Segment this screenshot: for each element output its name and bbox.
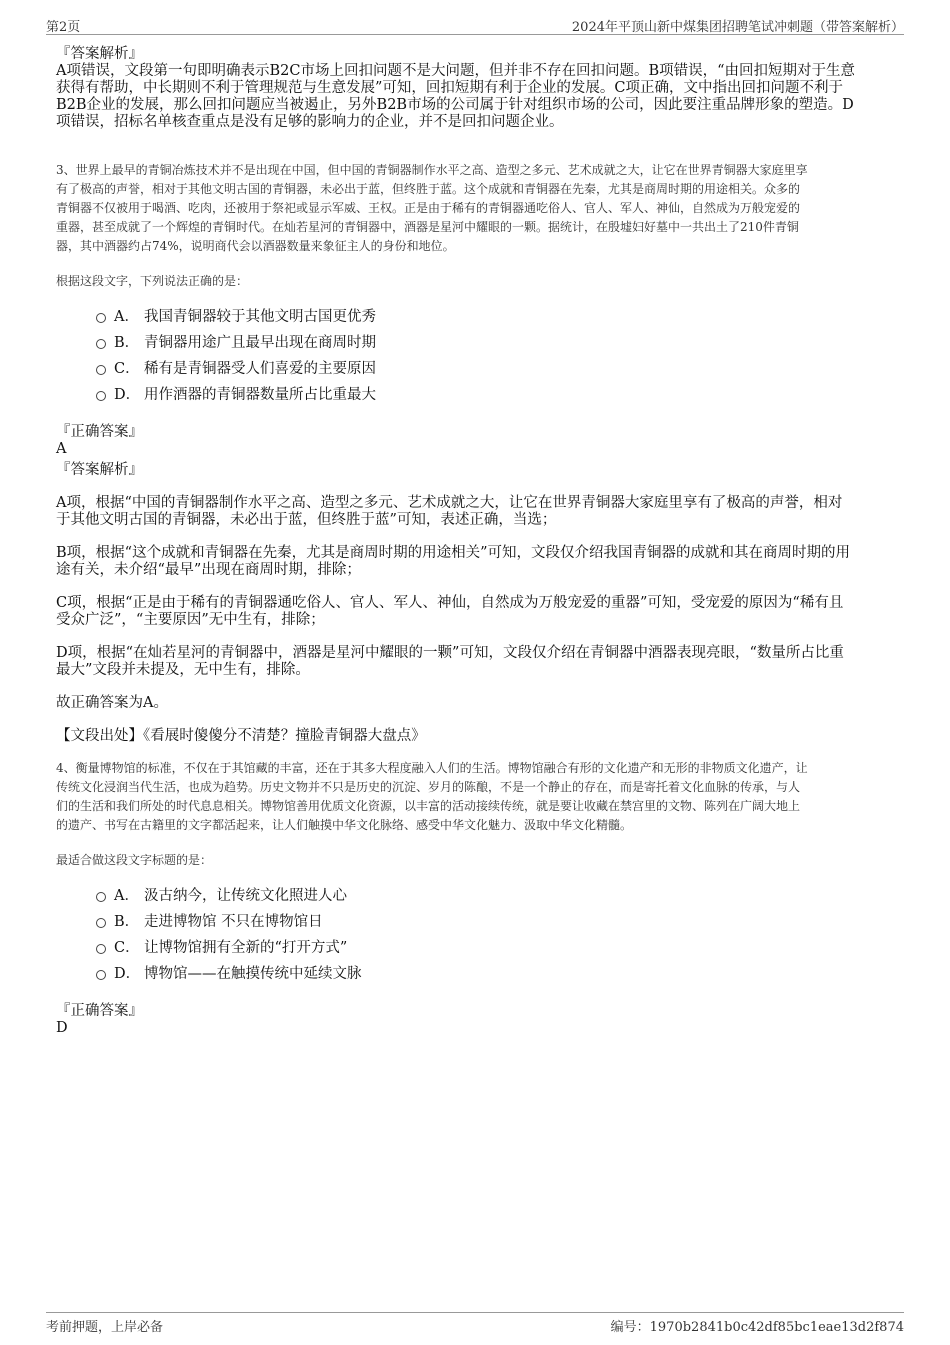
radio-button[interactable] xyxy=(96,339,106,349)
passage-line: 们的生活和我们所处的时代息息相关。博物馆善用优质文化资源，以丰富的活动接续传统，就是要让收藏在禁宫里的文物、陈列在广阔大地上 xyxy=(56,799,801,813)
previous-analysis xyxy=(56,46,896,131)
analysis-line: C项，根据“正是由于稀有的青铜器通吃俗人、官人、军人、神仙，自然成为万般宠爱的重器”可知，受宠爱的原因为“稀有且 xyxy=(56,595,844,611)
source-citation: 【文段出处】《看展时傻傻分不清楚？撞脸青铜器大盘点》 xyxy=(56,728,426,744)
analysis-line: A项，根据“中国的青铜器制作水平之高、造型之多元、艺术成就之大，让它在世界青铜器大家庭里享有了极高的声誉，相对 xyxy=(56,495,843,511)
question-4-prompt: 最适合做这段文字标题的是： xyxy=(56,853,213,867)
option-b[interactable]: B． 青铜器用途广且最早出现在商周时期 xyxy=(96,330,896,356)
radio-button[interactable] xyxy=(96,918,106,928)
option-a[interactable]: A． 汲古纳今，让传统文化照进人心 xyxy=(96,883,896,909)
question-3-analysis xyxy=(56,495,896,712)
radio-button[interactable] xyxy=(96,391,106,401)
option-c[interactable]: C． 稀有是青铜器受人们喜爱的主要原因 xyxy=(96,356,896,382)
analysis-line: 最大”文段并未提及，无中生有，排除。 xyxy=(56,662,310,678)
document-code: 编号：1970b2841b0c42df85bc1eae13d2f874 xyxy=(610,1320,904,1335)
page-number: 第2页 xyxy=(46,20,81,35)
option-c[interactable]: C． 让博物馆拥有全新的“打开方式” xyxy=(96,935,896,961)
analysis-line: 获得有帮助，中长期则不利于管理规范与生意发展”可知，回扣短期有利于企业的发展。C项正确，文中指出回扣问题不利于 xyxy=(56,80,844,96)
passage-line: 重器，甚至成就了一个辉煌的青铜时代。在灿若星河的青铜器中，酒器是星河中耀眼的一颗。据统计，在殷墟妇好墓中一共出土了210件青铜 xyxy=(56,220,799,234)
radio-button[interactable] xyxy=(96,944,106,954)
question-4-options xyxy=(96,883,896,987)
answer-label: 『正确答案』 xyxy=(56,1003,143,1019)
analysis-line: B项，根据“这个成就和青铜器在先秦，尤其是商周时期的用途相关”可知，文段仅介绍我国青铜器的成就和其在商周时期的用 xyxy=(56,545,850,561)
document-body xyxy=(56,46,896,1037)
option-a[interactable]: A． 我国青铜器较于其他文明古国更优秀 xyxy=(96,304,896,330)
passage-line: 传统文化浸润当代生活，也成为趋势。历史文物并不只是历史的沉淀、岁月的陈酿，不是一个静止的存在，而是寄托着文化血脉的传承，与人 xyxy=(56,780,801,794)
question-4-answer xyxy=(56,1003,896,1037)
question-3-prompt: 根据这段文字，下列说法正确的是： xyxy=(56,274,249,288)
analysis-line: 于其他文明古国的青铜器，未必出于蓝，但终胜于蓝”可知，表述正确，当选； xyxy=(56,512,557,528)
page-footer xyxy=(46,1312,904,1335)
passage-line: 器，其中酒器约占74%，说明商代会以酒器数量来象征主人的身份和地位。 xyxy=(56,239,455,253)
passage-line: 有了极高的声誉，相对于其他文明古国的青铜器，未必出于蓝，但终胜于蓝。这个成就和青铜器在先秦，尤其是商周时期的用途相关。众多的 xyxy=(56,182,801,196)
analysis-label: 『答案解析』 xyxy=(56,462,143,478)
option-b[interactable]: B． 走进博物馆 不只在博物馆日 xyxy=(96,909,896,935)
radio-button[interactable] xyxy=(96,313,106,323)
analysis-line: 受众广泛”，“主要原因”无中生有，排除； xyxy=(56,612,325,628)
passage-line: 4、衡量博物馆的标准，不仅在于其馆藏的丰富，还在于其多大程度融入人们的生活。博物馆融合有形的文化遗产和无形的非物质文化遗产，让 xyxy=(56,761,808,775)
analysis-line: 项错误，招标名单核查重点是没有足够的影响力的企业，并不是回扣问题企业。 xyxy=(56,114,564,130)
radio-button[interactable] xyxy=(96,892,106,902)
passage-line: 3、世界上最早的青铜冶炼技术并不是出现在中国，但中国的青铜器制作水平之高、造型之多元、艺术成就之大，让它在世界青铜器大家庭里享 xyxy=(56,163,808,177)
question-3-passage xyxy=(56,161,896,256)
footer-slogan: 考前押题，上岸必备 xyxy=(46,1320,164,1335)
option-d[interactable]: D． 用作酒器的青铜器数量所占比重最大 xyxy=(96,382,896,408)
answer-value: D xyxy=(56,1020,68,1036)
option-d[interactable]: D． 博物馆——在触摸传统中延续文脉 xyxy=(96,961,896,987)
answer-label: 『正确答案』 xyxy=(56,424,143,440)
analysis-label: 『答案解析』 xyxy=(56,46,143,62)
question-3-options xyxy=(96,304,896,408)
question-3-answer xyxy=(56,424,896,479)
answer-value: A xyxy=(56,441,67,457)
analysis-line: 途有关，未介绍“最早”出现在商周时期，排除； xyxy=(56,562,361,578)
document-title: 2024年平顶山新中煤集团招聘笔试冲刺题（带答案解析） xyxy=(571,20,904,35)
passage-line: 青铜器不仅被用于喝酒、吃肉，还被用于祭祀或显示军威、王权。正是由于稀有的青铜器通吃俗人、官人、军人、神仙，自然成为万般宠爱的 xyxy=(56,201,801,215)
passage-line: 的遗产、书写在古籍里的文字都活起来，让人们触摸中华文化脉络、感受中华文化魅力、汲取中华文化精髓。 xyxy=(56,818,633,832)
page-header xyxy=(46,16,904,35)
analysis-line: D项，根据“在灿若星河的青铜器中，酒器是星河中耀眼的一颗”可知，文段仅介绍在青铜器中酒器表现亮眼，“数量所占比重 xyxy=(56,645,844,661)
radio-button[interactable] xyxy=(96,365,106,375)
question-4-passage xyxy=(56,759,896,835)
analysis-line: B2B企业的发展，那么回扣问题应当被遏止，另外B2B市场的公司属于针对组织市场的公司，因此要注重品牌形象的塑造。D xyxy=(56,97,854,113)
radio-button[interactable] xyxy=(96,970,106,980)
analysis-line: 故正确答案为A。 xyxy=(56,695,168,711)
analysis-line: A项错误，文段第一句即明确表示B2C市场上回扣问题不是大问题，但并非不存在回扣问题。B项错误，“由回扣短期对于生意 xyxy=(56,63,856,79)
